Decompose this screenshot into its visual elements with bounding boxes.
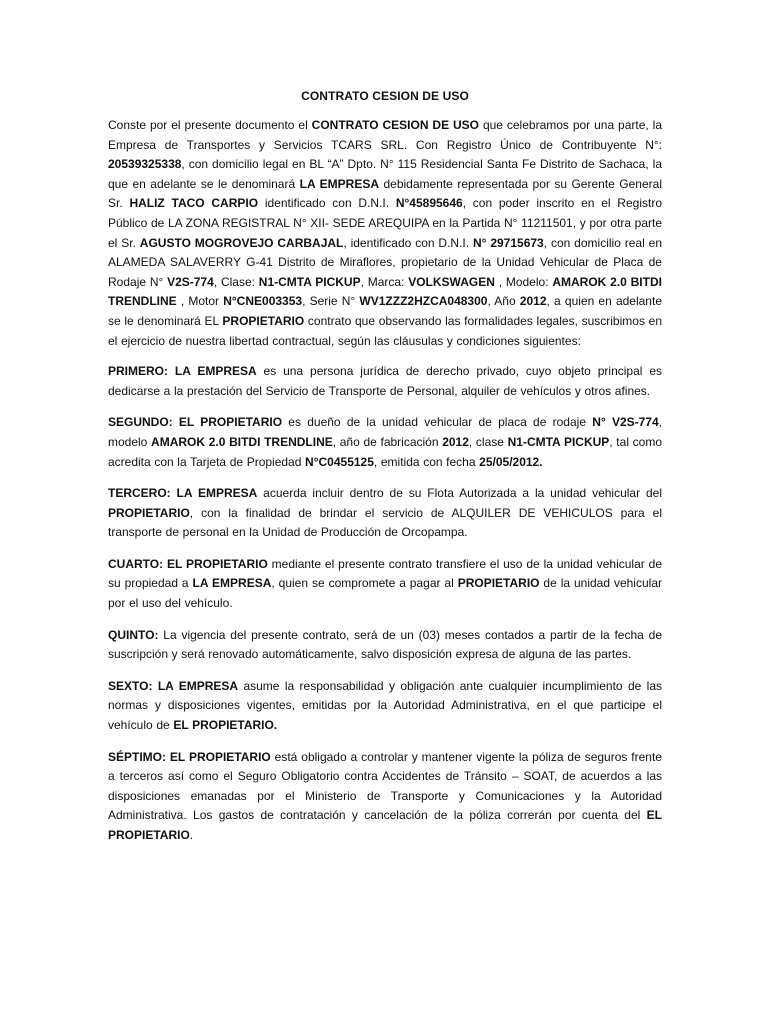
text-run: contrato que observando las formalidades legales, suscribimos en el ejercicio de nuestra libertad contractual, según las cláusulas y condiciones siguientes: xyxy=(108,313,662,348)
bold-text-run: EL PROPIETARIO. xyxy=(173,718,278,733)
text-run: , quien se compromete a pagar al xyxy=(271,576,458,591)
bold-text-run: N° V2S-774 xyxy=(592,415,659,430)
document-title: CONTRATO CESION DE USO xyxy=(301,89,469,103)
text-run: Conste por el presente documento el xyxy=(108,118,312,132)
text-run: . xyxy=(189,828,194,842)
text-run: , Motor xyxy=(176,294,224,309)
text-run: , con domicilio legal en BL “A” Dpto. N° 115 Residencial Santa Fe Distrito de Sachaca, la que en adelante se le denominará xyxy=(108,157,662,191)
bold-text-run: LA EMPRESA xyxy=(299,176,379,191)
bold-text-run: PRIMERO: LA EMPRESA xyxy=(108,364,257,379)
text-run: , con domicilio real en ALAMEDA SALAVERRY G-41 Distrito de Miraflores, propietario de la Unidad Vehicular de Placa de Rodaje N° xyxy=(108,235,662,289)
bold-text-run: AMAROK 2.0 BITDI TRENDLINE xyxy=(108,274,662,309)
clause-primero xyxy=(108,362,662,401)
clause-tercero xyxy=(108,484,662,543)
text-run: La vigencia del presente contrato, será de un (03) meses contados a partir de la fecha de suscripción y será renovado automáticamente, salvo disposición expresa de alguna de las partes. xyxy=(108,627,662,662)
text-run: , modelo xyxy=(108,415,662,449)
text-run: , año de fabricación xyxy=(332,434,443,449)
bold-text-run: PROPIETARIO xyxy=(222,313,305,328)
text-run: , a quien en adelante se le denominará EL xyxy=(108,294,662,328)
bold-text-run: N1-CMTA PICKUP xyxy=(507,434,610,449)
text-run: , Marca: xyxy=(360,274,409,289)
bold-text-run: LA EMPRESA xyxy=(192,576,272,591)
text-run: es una persona jurídica de derecho privado, cuyo objeto principal es dedicarse a la prestación del Servicio de Transporte de Personal, alquiler de vehículos y otros afines. xyxy=(108,364,662,398)
bold-text-run: N1-CMTA PICKUP xyxy=(258,274,361,289)
bold-text-run: EL PROPIETARIO xyxy=(108,808,662,842)
document-page xyxy=(108,86,662,858)
bold-text-run: V2S-774 xyxy=(167,274,214,289)
text-run: debidamente representada por su Gerente General Sr. xyxy=(108,176,662,211)
text-run: , emitida con fecha xyxy=(373,454,480,469)
text-run: , Año xyxy=(487,294,520,309)
text-run: es dueño de la unidad vehicular de placa de rodaje xyxy=(282,415,593,430)
text-run: que celebramos por una parte, la Empresa de Transportes y Servicios TCARS SRL. Con Registro Único de Contribuyente N°: xyxy=(108,118,663,152)
text-run: , tal como acredita con la Tarjeta de Propiedad xyxy=(108,434,663,469)
bold-text-run: PROPIETARIO xyxy=(457,576,540,591)
text-run: , con la finalidad de brindar el servicio de ALQUILER DE VEHICULOS para el transporte de personal en la Unidad de Producción de Orcopampa. xyxy=(108,505,662,540)
bold-text-run: AMAROK 2.0 BITDI TRENDLINE xyxy=(151,434,333,449)
bold-text-run: HALIZ TACO CARPIO xyxy=(129,196,259,211)
bold-text-run: AGUSTO MOGROVEJO CARBAJAL xyxy=(139,235,344,250)
text-run: , con poder inscrito en el Registro Público de LA ZONA REGISTRAL N° XII- SEDE AREQUIPA en la Partida N° 11211501, y por otra parte el Sr. xyxy=(108,196,662,250)
clause-cuarto xyxy=(108,555,662,614)
text-run: , Clase: xyxy=(213,274,259,289)
bold-text-run: QUINTO: xyxy=(108,627,159,642)
bold-text-run: PROPIETARIO xyxy=(108,505,190,520)
bold-text-run: SÉPTIMO: EL PROPIETARIO xyxy=(108,749,271,764)
text-run: está obligado a controlar y mantener vigente la póliza de seguros frente a terceros así como el Seguro Obligatorio contra Accidentes de Tránsito – SOAT, de acuerdos a las disposiciones emanadas por el Ministerio de Transporte y Comunicaciones y la Autoridad Administrativa. Los gastos de contratación y cancelación de la póliza correrán por cuenta del xyxy=(108,749,662,823)
clause-sexto xyxy=(108,677,662,736)
text-run: , Modelo: xyxy=(494,274,553,289)
bold-text-run: CONTRATO CESION DE USO xyxy=(311,118,480,132)
bold-text-run: N°CNE003353 xyxy=(223,294,303,309)
text-run: asume la responsabilidad y obligación ante cualquier incumplimiento de las normas y disposiciones vigentes, emitidas por la Autoridad Administrativa, en el que participe el vehículo de xyxy=(108,678,662,733)
text-run: , identificado con D.N.I. xyxy=(343,235,473,250)
bold-text-run: N°C0455125 xyxy=(305,454,374,469)
bold-text-run: TERCERO: LA EMPRESA xyxy=(108,486,258,501)
text-run: , clase xyxy=(468,434,508,449)
clause-septimo xyxy=(108,748,662,846)
text-run: mediante el presente contrato transfiere el uso de la unidad vehicular de su propiedad a xyxy=(108,556,662,591)
intro-paragraph xyxy=(108,116,662,351)
bold-text-run: WV1ZZZ2HZCA048300 xyxy=(359,294,488,309)
bold-text-run: 2012 xyxy=(519,294,547,309)
text-run: acuerda incluir dentro de su Flota Autorizada a la unidad vehicular del xyxy=(257,486,662,501)
text-run: identificado con D.N.I. xyxy=(258,196,396,211)
bold-text-run: 25/05/2012. xyxy=(479,454,543,469)
clause-quinto xyxy=(108,626,662,665)
bold-text-run: CUARTO: EL PROPIETARIO xyxy=(108,556,268,571)
bold-text-run: SEGUNDO: EL PROPIETARIO xyxy=(108,415,283,430)
text-run: , Serie N° xyxy=(302,294,360,309)
bold-text-run: N°45895646 xyxy=(395,196,463,211)
text-run: de la unidad vehicular por el uso del vehículo. xyxy=(108,576,662,611)
bold-text-run: 20539325338 xyxy=(108,157,182,172)
bold-text-run: 2012 xyxy=(442,434,469,449)
bold-text-run: VOLKSWAGEN xyxy=(408,274,495,289)
clause-segundo xyxy=(108,413,662,472)
bold-text-run: N° 29715673 xyxy=(472,235,544,250)
bold-text-run: SEXTO: LA EMPRESA xyxy=(108,678,239,693)
